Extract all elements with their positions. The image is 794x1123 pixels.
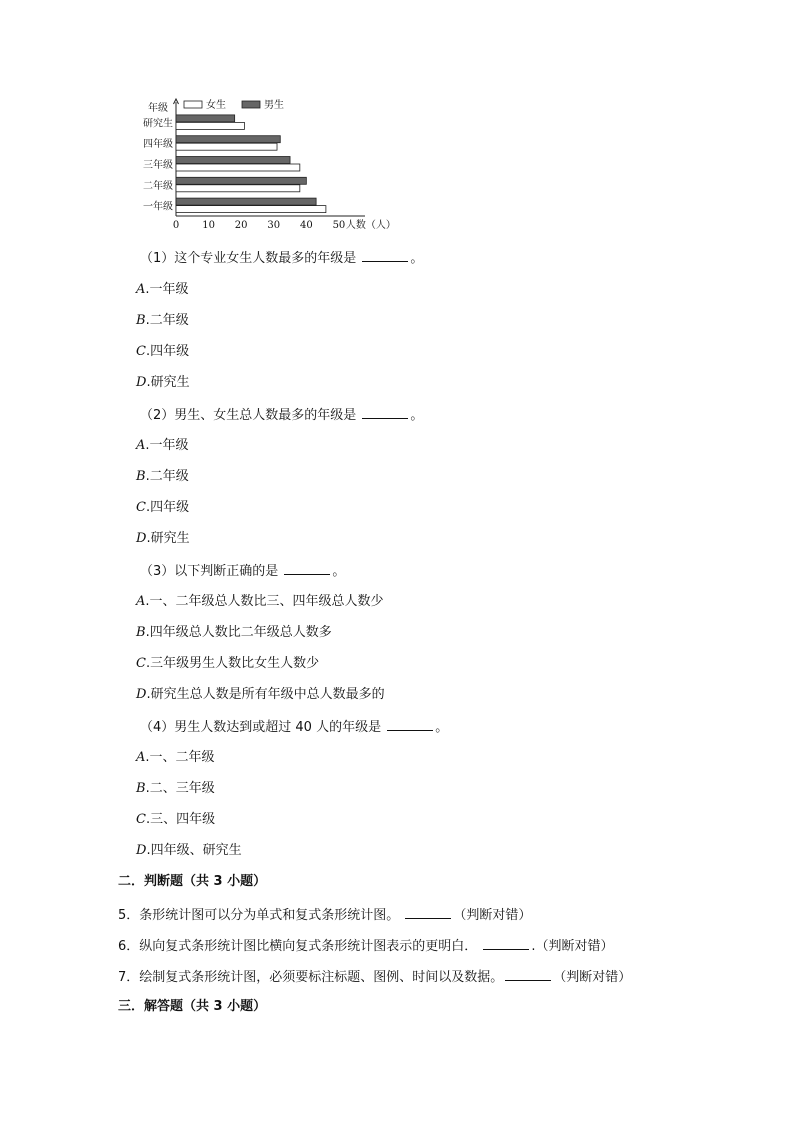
bar-female	[176, 164, 300, 171]
x-tick-label: 20	[234, 220, 248, 231]
bar-female	[176, 143, 277, 150]
answer-blank[interactable]	[362, 405, 408, 419]
answer-blank[interactable]	[284, 561, 330, 575]
x-axis-label: 人数（人）	[345, 220, 396, 231]
section-3-title: 三．解答题（共 3 小题）	[118, 999, 267, 1014]
bar-female	[176, 206, 326, 213]
y-axis-label: 年级	[148, 103, 168, 114]
answer-blank[interactable]	[505, 967, 551, 981]
question-2-stem: （2）男生、女生总人数最多的年级是 。	[140, 405, 423, 425]
x-tick-label: 40	[299, 220, 313, 231]
bar-male	[176, 136, 280, 143]
judge-item-6: 6．纵向复式条形统计图比横向复式条形统计图表示的更明白． .（判断对错）	[118, 936, 614, 956]
legend-swatch	[242, 101, 260, 108]
legend-label: 男生	[264, 100, 284, 111]
judge-item-5: 5．条形统计图可以分为单式和复式条形统计图。 （判断对错）	[118, 905, 531, 925]
grade-gender-bar-chart	[140, 96, 396, 236]
question-4-option-b: B.二、三年级	[136, 781, 215, 796]
answer-blank[interactable]	[387, 717, 433, 731]
question-3-option-c: C.三年级男生人数比女生人数少	[136, 656, 320, 671]
category-label: 四年级	[143, 139, 173, 151]
question-4-stem: （4）男生人数达到或超过 40 人的年级是 。	[140, 717, 448, 737]
question-2-option-d: D.研究生	[136, 531, 190, 546]
judge-item-7: 7．绘制复式条形统计图，必须要标注标题、图例、时间以及数据。 （判断对错）	[118, 967, 631, 987]
question-1-option-b: B.二年级	[136, 313, 189, 328]
category-label: 研究生	[143, 118, 173, 130]
bar-female	[176, 122, 244, 129]
legend-label: 女生	[206, 100, 226, 111]
question-3-option-a: A.一、二年级总人数比三、四年级总人数少	[136, 594, 384, 609]
question-2-option-a: A.一年级	[136, 438, 189, 453]
question-3-option-d: D.研究生总人数是所有年级中总人数最多的	[136, 687, 385, 702]
category-label: 二年级	[143, 180, 173, 192]
question-3-option-b: B.四年级总人数比二年级总人数多	[136, 625, 332, 640]
x-tick-label: 10	[202, 220, 215, 231]
category-label: 一年级	[143, 201, 173, 213]
bar-male	[176, 198, 316, 205]
bar-male	[176, 177, 306, 184]
bar-male	[176, 157, 290, 164]
question-4-option-d: D.四年级、研究生	[136, 843, 242, 858]
category-label: 三年级	[143, 160, 173, 171]
question-4-option-c: C.三、四年级	[136, 812, 216, 827]
x-tick-label: 0	[172, 220, 180, 231]
question-2-option-c: C.四年级	[136, 500, 190, 515]
answer-blank[interactable]	[483, 936, 529, 950]
question-1-stem: （1）这个专业女生人数最多的年级是 。	[140, 248, 423, 268]
answer-blank[interactable]	[405, 905, 451, 919]
question-3-stem: （3）以下判断正确的是 。	[140, 561, 345, 581]
answer-blank[interactable]	[362, 248, 408, 262]
question-4-option-a: A.一、二年级	[136, 750, 215, 765]
question-2-option-b: B.二年级	[136, 469, 189, 484]
x-tick-label: 50	[332, 220, 346, 231]
x-tick-label: 30	[267, 220, 281, 231]
legend-swatch	[184, 101, 202, 108]
bar-male	[176, 115, 235, 122]
question-1-option-d: D.研究生	[136, 375, 190, 390]
question-1-option-c: C.四年级	[136, 344, 190, 359]
question-1-option-a: A.一年级	[136, 282, 189, 297]
section-2-title: 二．判断题（共 3 小题）	[118, 874, 267, 889]
bar-female	[176, 185, 300, 192]
bar-chart-svg	[140, 96, 396, 236]
